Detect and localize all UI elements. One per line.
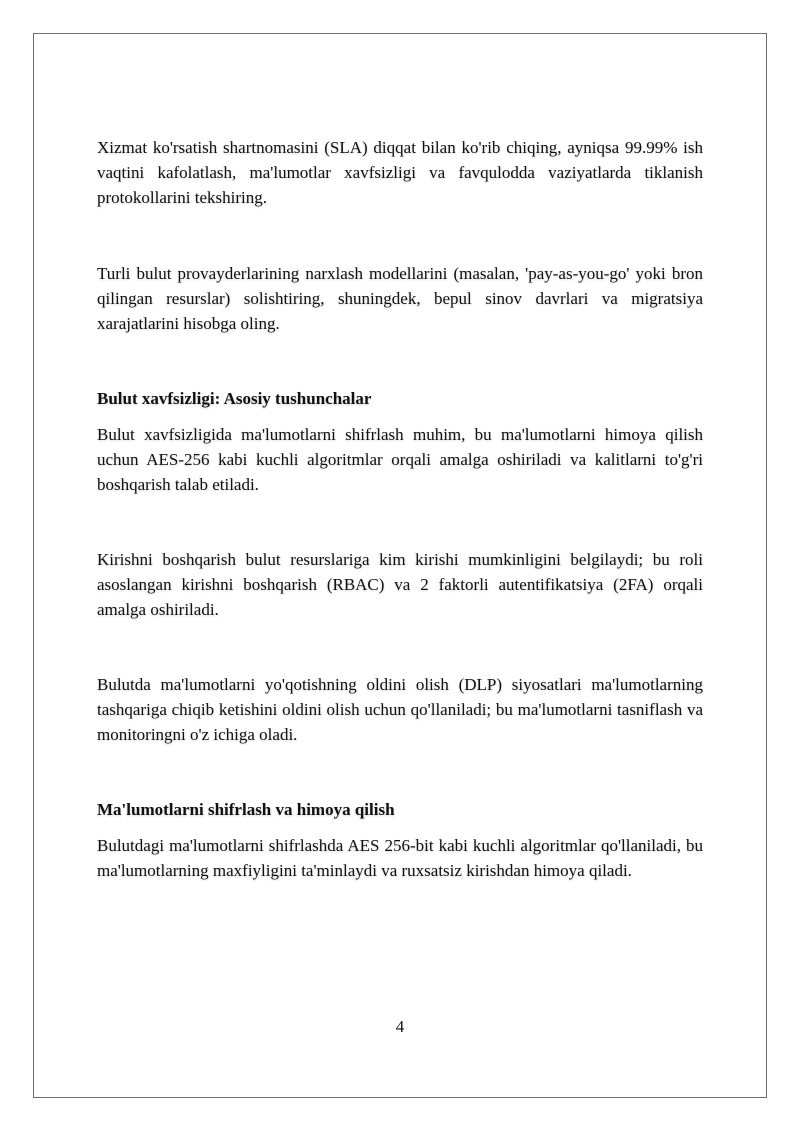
section-heading-cloud-security: Bulut xavfsizligi: Asosiy tushunchalar	[97, 389, 372, 408]
paragraph-dlp: Bulutda ma'lumotlarni yo'qotishning oldini olish (DLP) siyosatlari ma'lumotlarning tashqariga chiqib ketishini oldini olish uchun qo'llaniladi; bu ma'lumotlarni tasniflash va monitoringni o'z ichiga oladi.	[97, 675, 703, 744]
document-body	[97, 135, 703, 883]
paragraph-pricing-models: Turli bulut provayderlarining narxlash modellarini (masalan, 'pay-as-you-go' yoki bron qilingan resurslar) solishtiring, shuningdek, bepul sinov davrlari va migratsiya xarajatlarini hisobga oling.	[97, 264, 703, 333]
page-number: 4	[395, 1017, 405, 1036]
section-heading-data-encryption: Ma'lumotlarni shifrlash va himoya qilish	[97, 800, 395, 819]
paragraph-encryption: Bulut xavfsizligida ma'lumotlarni shifrlash muhim, bu ma'lumotlarni himoya qilish uchun AES-256 kabi kuchli algoritmlar orqali amalga oshiriladi va kalitlarni to'g'ri boshqarish talab etiladi.	[97, 425, 703, 494]
paragraph-aes-encryption: Bulutdagi ma'lumotlarni shifrlashda AES 256-bit kabi kuchli algoritmlar qo'llaniladi, bu ma'lumotlarning maxfiyligini ta'minlaydi va ruxsatsiz kirishdan himoya qiladi.	[97, 836, 703, 880]
paragraph-sla-review: Xizmat ko'rsatish shartnomasini (SLA) diqqat bilan ko'rib chiqing, ayniqsa 99.99% ish vaqtini kafolatlash, ma'lumotlar xavfsizligi va favqulodda vaziyatlarda tiklanish protokollarini tekshiring.	[97, 138, 703, 207]
paragraph-access-control: Kirishni boshqarish bulut resurslariga kim kirishi mumkinligini belgilaydi; bu roli asoslangan kirishni boshqarish (RBAC) va 2 faktorli autentifikatsiya (2FA) orqali amalga oshiriladi.	[97, 550, 703, 619]
